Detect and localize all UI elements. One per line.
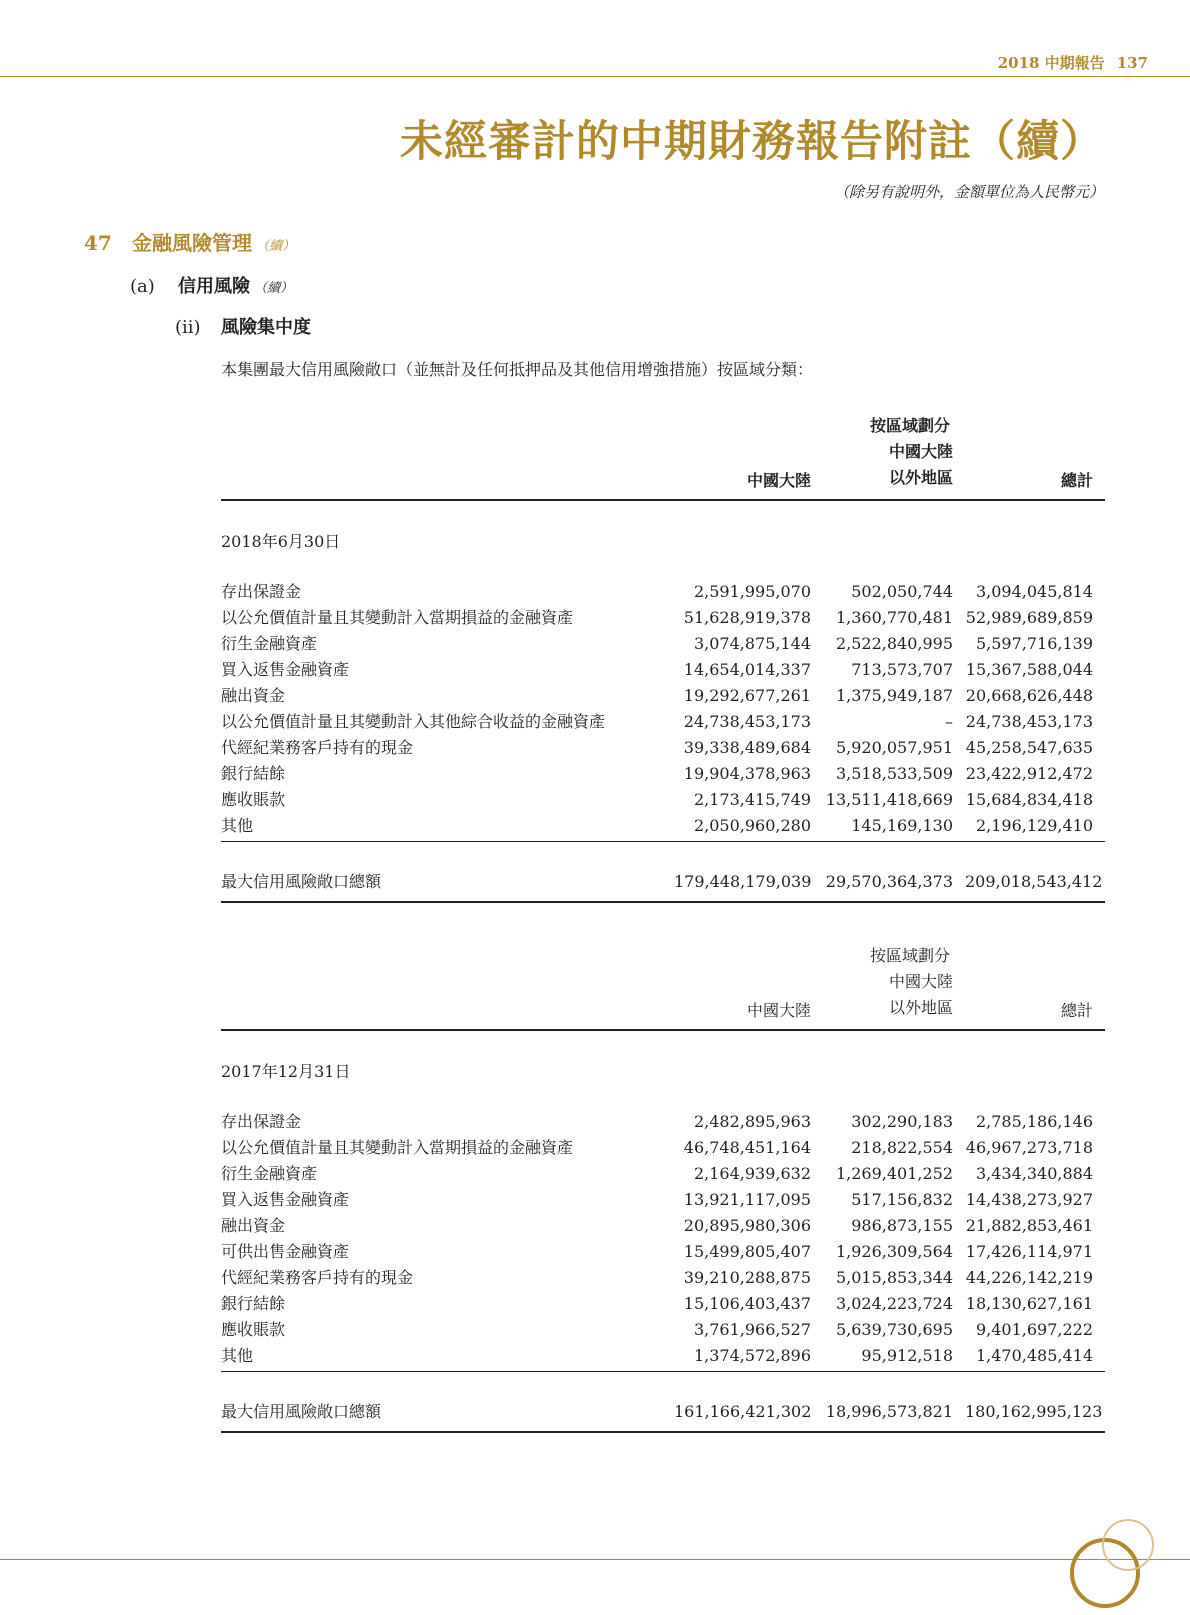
- row-label: 銀行結餘: [221, 1294, 286, 1313]
- table-row: [221, 1213, 1105, 1239]
- header-rule: [221, 1029, 1105, 1031]
- report-name: 2018 中期報告: [997, 54, 1105, 72]
- header-group: 按區域劃分: [869, 416, 950, 435]
- header-col-outside-line2: 以外地區: [888, 998, 953, 1017]
- total-rule: [221, 1431, 1105, 1433]
- table-header: [221, 413, 1105, 499]
- decorative-rings-icon: [1065, 1505, 1175, 1615]
- row-mainland-value: 20,895,980,306: [683, 1216, 811, 1235]
- row-total-value: 23,422,912,472: [965, 764, 1093, 783]
- subsubsection-label: (ii): [175, 317, 201, 338]
- header-col-outside: [889, 439, 953, 491]
- header-group: 按區域劃分: [869, 946, 950, 965]
- subsubsection-title: 風險集中度: [221, 317, 311, 338]
- row-mainland-value: 46,748,451,164: [683, 1138, 811, 1157]
- row-mainland-value: 2,482,895,963: [693, 1112, 811, 1131]
- table-row: [221, 735, 1105, 761]
- row-total-value: 5,597,716,139: [975, 634, 1093, 653]
- header-col-outside: [889, 969, 953, 1021]
- table-row: [221, 579, 1105, 605]
- row-mainland-value: 14,654,014,337: [683, 660, 811, 679]
- row-total-value: 15,367,588,044: [965, 660, 1093, 679]
- row-label: 買入返售金融資產: [221, 1190, 350, 1209]
- section-continued: （續）: [256, 239, 296, 254]
- total-row: [221, 1399, 1105, 1425]
- row-outside-value: 3,024,223,724: [835, 1294, 953, 1313]
- row-total-value: 1,470,485,414: [975, 1346, 1093, 1365]
- total-total: 180,162,995,123: [965, 1402, 1103, 1421]
- table-row: [221, 787, 1105, 813]
- row-label: 以公允價值計量且其變動計入其他綜合收益的金融資產: [221, 712, 606, 731]
- row-mainland-value: 13,921,117,095: [683, 1190, 811, 1209]
- table-row: [221, 631, 1105, 657]
- table-row: [221, 683, 1105, 709]
- table-row: [221, 1317, 1105, 1343]
- row-label: 衍生金融資產: [221, 634, 318, 653]
- row-label: 存出保證金: [221, 582, 302, 601]
- row-outside-value: 95,912,518: [861, 1346, 953, 1365]
- row-outside-value: –: [945, 712, 953, 731]
- row-total-value: 45,258,547,635: [965, 738, 1093, 757]
- row-mainland-value: 51,628,919,378: [683, 608, 811, 627]
- row-outside-value: 1,360,770,481: [835, 608, 953, 627]
- table-header: [221, 943, 1105, 1029]
- row-outside-value: 3,518,533,509: [835, 764, 953, 783]
- row-outside-value: 5,920,057,951: [835, 738, 953, 757]
- table-row: [221, 761, 1105, 787]
- row-total-value: 24,738,453,173: [965, 712, 1093, 731]
- row-outside-value: 517,156,832: [851, 1190, 953, 1209]
- table-date: 2017年12月31日: [221, 1062, 351, 1081]
- row-mainland-value: 1,374,572,896: [693, 1346, 811, 1365]
- row-mainland-value: 15,499,805,407: [683, 1242, 811, 1261]
- row-mainland-value: 2,591,995,070: [693, 582, 811, 601]
- row-outside-value: 1,375,949,187: [835, 686, 953, 705]
- row-total-value: 3,094,045,814: [975, 582, 1093, 601]
- subsection-continued: （續）: [254, 281, 294, 296]
- row-total-value: 3,434,340,884: [975, 1164, 1093, 1183]
- total-outside: 29,570,364,373: [825, 872, 953, 891]
- total-outside: 18,996,573,821: [825, 1402, 953, 1421]
- total-label: 最大信用風險敞口總額: [221, 1402, 382, 1421]
- row-label: 其他: [221, 816, 254, 835]
- row-label: 應收賬款: [221, 1320, 286, 1339]
- header-col-outside-line2: 以外地區: [888, 468, 953, 487]
- row-label: 以公允價值計量且其變動計入當期損益的金融資產: [221, 1138, 574, 1157]
- row-total-value: 18,130,627,161: [965, 1294, 1093, 1313]
- row-total-value: 17,426,114,971: [965, 1242, 1093, 1261]
- page-subtitle: （除另有說明外，金額單位為人民幣元）: [833, 183, 1104, 201]
- header-col-mainland: 中國大陸: [746, 471, 811, 490]
- table-row: [221, 1161, 1105, 1187]
- header-rule: [0, 76, 1190, 77]
- row-label: 應收賬款: [221, 790, 286, 809]
- row-label: 以公允價值計量且其變動計入當期損益的金融資產: [221, 608, 574, 627]
- row-label: 代經紀業務客戶持有的現金: [221, 738, 414, 757]
- row-label: 融出資金: [221, 686, 286, 705]
- table-row: [221, 1239, 1105, 1265]
- row-outside-value: 145,169,130: [851, 816, 953, 835]
- row-total-value: 21,882,853,461: [965, 1216, 1093, 1235]
- row-label: 可供出售金融資產: [221, 1242, 350, 1261]
- row-label: 銀行結餘: [221, 764, 286, 783]
- row-outside-value: 302,290,183: [851, 1112, 953, 1131]
- subtotal-rule: [221, 841, 1105, 842]
- table-row: [221, 605, 1105, 631]
- running-header: [998, 52, 1148, 73]
- section-title: 金融風險管理: [132, 231, 252, 255]
- section-number: 47: [84, 231, 112, 255]
- row-mainland-value: 39,210,288,875: [683, 1268, 811, 1287]
- table-date: 2018年6月30日: [221, 532, 341, 551]
- row-total-value: 15,684,834,418: [965, 790, 1093, 809]
- row-mainland-value: 2,173,415,749: [693, 790, 811, 809]
- row-mainland-value: 3,761,966,527: [693, 1320, 811, 1339]
- page-number: 137: [1116, 54, 1148, 72]
- row-mainland-value: 24,738,453,173: [683, 712, 811, 731]
- table-body: [221, 579, 1105, 839]
- total-row: [221, 869, 1105, 895]
- row-outside-value: 2,522,840,995: [835, 634, 953, 653]
- row-mainland-value: 2,050,960,280: [693, 816, 811, 835]
- row-outside-value: 218,822,554: [851, 1138, 953, 1157]
- row-label: 其他: [221, 1346, 254, 1365]
- total-label: 最大信用風險敞口總額: [221, 872, 382, 891]
- row-outside-value: 13,511,418,669: [825, 790, 953, 809]
- total-mainland: 161,166,421,302: [674, 1402, 812, 1421]
- row-outside-value: 713,573,707: [851, 660, 953, 679]
- table-body: [221, 1109, 1105, 1369]
- row-outside-value: 5,639,730,695: [835, 1320, 953, 1339]
- subsection-heading: [130, 272, 293, 298]
- total-rule: [221, 901, 1105, 903]
- row-total-value: 14,438,273,927: [965, 1190, 1093, 1209]
- table-row: [221, 1265, 1105, 1291]
- header-col-total: 總計: [1060, 471, 1093, 490]
- table-row: [221, 1187, 1105, 1213]
- row-total-value: 9,401,697,222: [975, 1320, 1093, 1339]
- footer-rule: [0, 1559, 1190, 1560]
- row-mainland-value: 19,904,378,963: [683, 764, 811, 783]
- row-outside-value: 986,873,155: [851, 1216, 953, 1235]
- subsection-title: 信用風險: [178, 276, 250, 297]
- table-row: [221, 657, 1105, 683]
- header-col-outside-line1: 中國大陸: [888, 972, 953, 991]
- header-col-total: 總計: [1060, 1001, 1093, 1020]
- row-total-value: 52,989,689,859: [965, 608, 1093, 627]
- page-title: 未經審計的中期財務報告附註（續）: [400, 117, 1104, 167]
- row-outside-value: 502,050,744: [851, 582, 953, 601]
- table-row: [221, 813, 1105, 839]
- subsection-label: (a): [130, 276, 155, 297]
- header-col-mainland: 中國大陸: [746, 1001, 811, 1020]
- row-mainland-value: 3,074,875,144: [693, 634, 811, 653]
- row-label: 代經紀業務客戶持有的現金: [221, 1268, 414, 1287]
- row-mainland-value: 2,164,939,632: [693, 1164, 811, 1183]
- exposure-table-2018: [221, 413, 1105, 903]
- row-total-value: 46,967,273,718: [965, 1138, 1093, 1157]
- header-col-outside-line1: 中國大陸: [888, 442, 953, 461]
- row-outside-value: 1,269,401,252: [835, 1164, 953, 1183]
- section-heading: [84, 227, 295, 256]
- row-total-value: 20,668,626,448: [965, 686, 1093, 705]
- table-row: [221, 1291, 1105, 1317]
- row-total-value: 2,196,129,410: [975, 816, 1093, 835]
- row-mainland-value: 19,292,677,261: [683, 686, 811, 705]
- table-row: [221, 1135, 1105, 1161]
- row-outside-value: 1,926,309,564: [835, 1242, 953, 1261]
- subsubsection-heading: [175, 313, 311, 339]
- row-label: 融出資金: [221, 1216, 286, 1235]
- intro-paragraph: 本集團最大信用風險敞口（並無計及任何抵押品及其他信用增強措施）按區域分類：: [221, 360, 814, 379]
- row-total-value: 44,226,142,219: [965, 1268, 1093, 1287]
- row-mainland-value: 15,106,403,437: [683, 1294, 811, 1313]
- table-row: [221, 1109, 1105, 1135]
- total-mainland: 179,448,179,039: [674, 872, 812, 891]
- table-row: [221, 1343, 1105, 1369]
- row-outside-value: 5,015,853,344: [835, 1268, 953, 1287]
- row-label: 買入返售金融資產: [221, 660, 350, 679]
- table-row: [221, 709, 1105, 735]
- subtotal-rule: [221, 1371, 1105, 1372]
- header-rule: [221, 499, 1105, 501]
- row-total-value: 2,785,186,146: [975, 1112, 1093, 1131]
- total-total: 209,018,543,412: [965, 872, 1103, 891]
- row-label: 存出保證金: [221, 1112, 302, 1131]
- row-mainland-value: 39,338,489,684: [683, 738, 811, 757]
- exposure-table-2017: [221, 943, 1105, 1433]
- row-label: 衍生金融資產: [221, 1164, 318, 1183]
